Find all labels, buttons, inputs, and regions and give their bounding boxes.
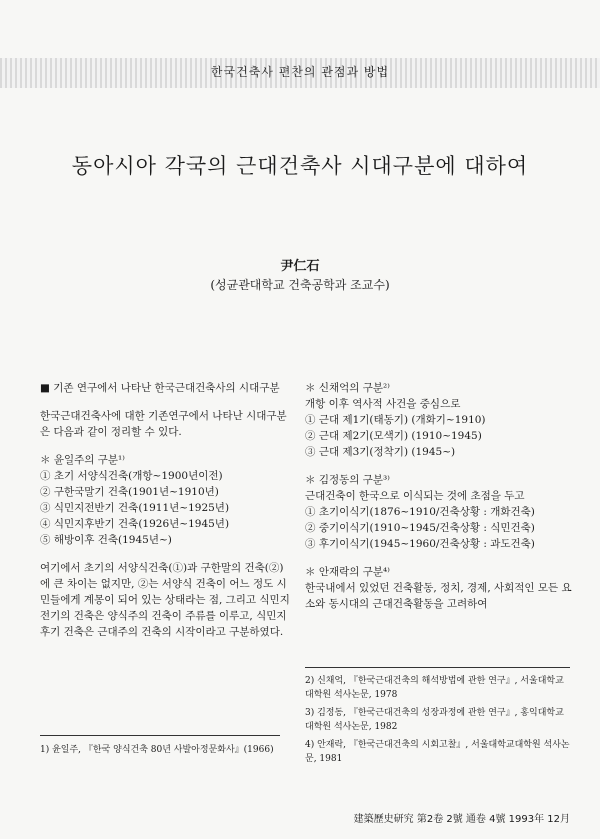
ahn-text: 한국내에서 있었던 건축활동, 정치, 경제, 사회적인 모든 요소와 동시대의 근대건축활동을 고려하여: [305, 582, 572, 610]
list-item: ④ 식민지후반기 건축(1926년~1945년): [40, 518, 230, 530]
shin-intro: 개항 이후 역사적 사건을 중심으로: [305, 398, 461, 410]
list-item: ① 근대 제1기(태동기) (개화기~1910): [305, 414, 486, 426]
author-affiliation: (성균관대학교 건축공학과 조교수): [210, 278, 390, 292]
footnote-1: 1) 윤일주, 『한국 양식건축 80년 사발아정문화사』(1966): [40, 735, 280, 755]
list-item: ② 구한국말기 건축(1901년~1910년): [40, 486, 219, 498]
left-column: [40, 380, 290, 652]
yoon-heading: ＊ 윤일주의 구분¹⁾: [40, 454, 125, 466]
right-column: [305, 380, 575, 624]
list-item: ⑤ 해방이후 건축(1945년~): [40, 534, 172, 546]
body-paragraph: 여기에서 초기의 서양식건축(①)과 구한말의 건축(②)에 큰 차이는 없지만, ②는 서양식 건축이 어느 정도 시민들에게 계몽이 되어 있는 상태라는 점, 그리고 식민지 전기의 건축은 양식주의 건축이 주류를 이루고, 식민지 후기 건축은 근대주의 건축의 시작이라고 구분하였다.: [40, 562, 290, 638]
paper-title: 동아시아 각국의 근대건축사 시대구분에 대하여: [71, 154, 529, 178]
shin-classification: [305, 380, 575, 460]
kim-heading: ＊ 김정동의 구분³⁾: [305, 474, 390, 486]
list-item: ① 초기 서양식건축(개항~1900년이전): [40, 470, 223, 482]
footnotes-right: [305, 667, 570, 770]
list-item: ③ 식민지전반기 건축(1911년~1925년): [40, 502, 230, 514]
section-heading: ■ 기존 연구에서 나타난 한국근대건축사의 시대구분: [40, 382, 280, 394]
list-item: ① 초기이식기(1876~1910/건축상황 : 개화건축): [305, 506, 535, 518]
intro-paragraph: 한국근대건축사에 대한 기존연구에서 나타난 시대구분은 다음과 같이 정리할 수 있다.: [40, 410, 287, 438]
yoon-classification: [40, 452, 290, 548]
author-name: 尹仁石: [280, 259, 320, 274]
footnote-4: 4) 안재락, 『한국근대건축의 시회고찰』, 서울대학교대학원 석사논문, 1981: [305, 740, 570, 764]
footnote-3: 3) 김정동, 『한국근대건축의 성장과정에 관한 연구』, 홍익대학교대학원 석사논문, 1982: [305, 708, 564, 732]
series-title: 한국건축사 편찬의 관점과 방법: [210, 65, 390, 79]
kim-classification: [305, 472, 575, 552]
shin-heading: ＊ 신채억의 구분²⁾: [305, 382, 390, 394]
kim-intro: 근대건축이 한국으로 이식되는 것에 초점을 두고: [305, 490, 525, 502]
list-item: ② 중기이식기(1910~1945/건축상황 : 식민건축): [305, 522, 535, 534]
footnote-2: 2) 신채억, 『한국근대건축의 해석방법에 관한 연구』, 서울대학교대학원 석사논문, 1978: [305, 676, 564, 700]
list-item: ③ 후기이식기(1945~1960/건축상황 : 과도건축): [305, 538, 535, 550]
ahn-classification: [305, 564, 575, 612]
journal-footer: 建築歷史研究 第2卷 2號 通卷 4號 1993年 12月: [353, 814, 570, 825]
list-item: ② 근대 제2기(모색기) (1910~1945): [305, 430, 482, 442]
list-item: ③ 근대 제3기(정착기) (1945~): [305, 446, 456, 458]
ahn-heading: ＊ 안재락의 구분⁴⁾: [305, 566, 390, 578]
